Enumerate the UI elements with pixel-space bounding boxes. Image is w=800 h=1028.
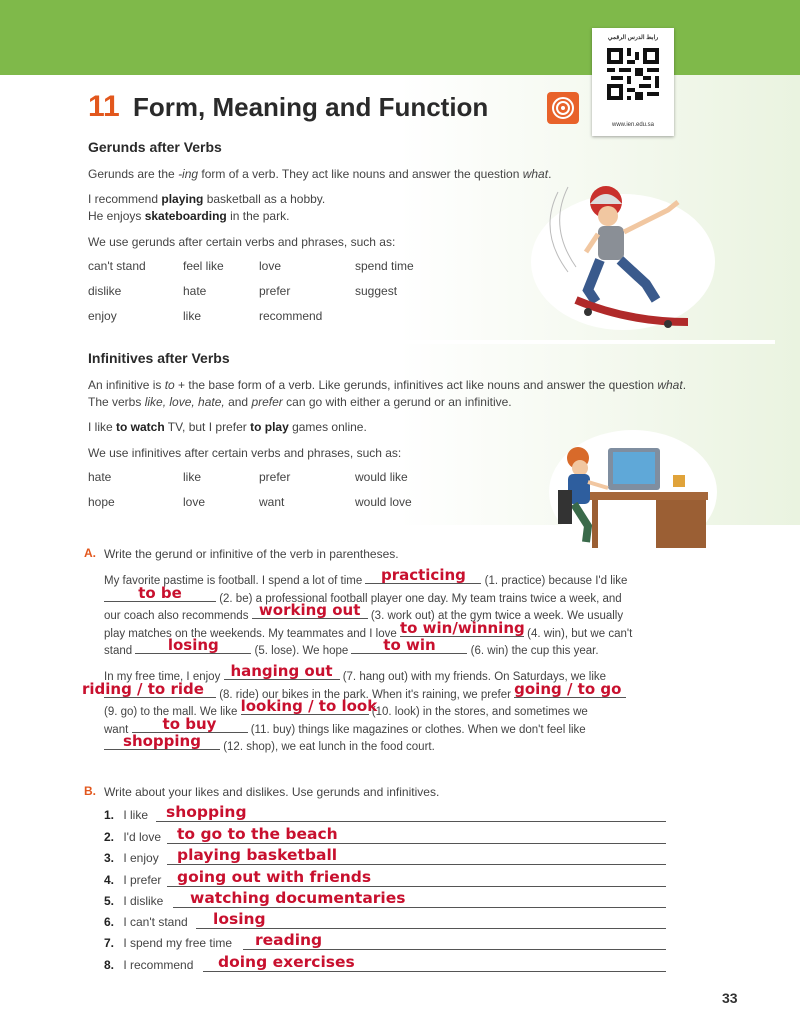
answer-blank-1[interactable] bbox=[365, 566, 481, 584]
answer-line[interactable] bbox=[167, 886, 666, 887]
infinitives-use: We use infinitives after certain verbs and phrases, such as: bbox=[88, 446, 402, 460]
lesson-title: Form, Meaning and Function bbox=[133, 92, 489, 122]
exercise-a-line: our coach also recommends working out (3. work out) at the gym twice a week. We usually bbox=[104, 601, 624, 622]
answer-b-6: losing bbox=[213, 910, 266, 928]
answer-blank-10[interactable] bbox=[240, 697, 378, 715]
exercise-b-item: 3. I enjoy bbox=[104, 851, 159, 865]
answer-blank-12[interactable] bbox=[104, 732, 220, 750]
answer-line[interactable] bbox=[173, 907, 666, 908]
answer-b-7: reading bbox=[255, 931, 323, 949]
exercise-b-instruction: Write about your likes and dislikes. Use gerunds and infinitives. bbox=[104, 785, 440, 799]
exercise-a-instruction: Write the gerund or infinitive of the verb in parentheses. bbox=[104, 547, 399, 561]
exercise-a-line: play matches on the weekends. My teammates and I love to win/winning (4. win), but we can't bbox=[104, 619, 633, 640]
answer-3: working out bbox=[258, 601, 361, 619]
qr-code-icon bbox=[607, 48, 659, 100]
qr-url[interactable]: www.ien.edu.sa bbox=[611, 122, 655, 128]
audio-icon[interactable] bbox=[547, 92, 579, 124]
answer-b-1: shopping bbox=[166, 803, 247, 821]
answer-11: to buy bbox=[162, 715, 217, 733]
gerund-verb: dislike bbox=[88, 284, 122, 298]
answer-blank-7[interactable] bbox=[224, 662, 340, 680]
gerund-verb: enjoy bbox=[88, 309, 117, 323]
exercise-b-letter: B. bbox=[84, 784, 96, 798]
exercise-b-item: 8. I recommend bbox=[104, 958, 194, 972]
answer-blank-6[interactable] bbox=[351, 636, 467, 654]
infinitive-verb: hope bbox=[88, 495, 115, 509]
gerund-verb: prefer bbox=[259, 284, 291, 298]
exercise-b-item: 4. I prefer bbox=[104, 873, 162, 887]
exercise-a-line: (9. go) to the mall. We like looking / to look (10. look) in the stores, and sometimes we bbox=[104, 697, 588, 718]
infinitives-heading: Infinitives after Verbs bbox=[88, 350, 230, 366]
answer-line[interactable] bbox=[243, 949, 666, 950]
answer-blank-5[interactable] bbox=[135, 636, 251, 654]
gerund-verb: like bbox=[183, 309, 202, 323]
infinitive-verb: like bbox=[183, 470, 202, 484]
gerund-verb: suggest bbox=[355, 284, 398, 298]
answer-10: looking / to look bbox=[240, 697, 378, 715]
infinitives-intro: An infinitive is to + the base form of a verb. Like gerunds, infinitives act like nouns and answer the question what. bbox=[88, 378, 687, 392]
header-band bbox=[0, 0, 800, 75]
exercise-a-letter: A. bbox=[84, 546, 96, 560]
answer-b-2: to go to the beach bbox=[177, 825, 338, 843]
infinitives-intro-2: The verbs like, love, hate, and prefer can go with either a gerund or an infinitive. bbox=[88, 395, 512, 409]
answer-line[interactable] bbox=[167, 864, 666, 865]
exercise-a-line: riding / to ride (8. ride) our bikes in the park. When it's raining, we prefer going / to go bbox=[104, 685, 626, 705]
infinitive-verb: love bbox=[183, 495, 206, 509]
answer-12: shopping bbox=[123, 732, 201, 750]
answer-line[interactable] bbox=[196, 928, 666, 929]
answer-7: hanging out bbox=[230, 662, 333, 680]
infinitives-example: I like to watch TV, but I prefer to play games online. bbox=[88, 420, 367, 434]
gerund-verb: feel like bbox=[183, 259, 224, 273]
answer-blank-8[interactable] bbox=[82, 680, 216, 698]
answer-5: losing bbox=[167, 636, 219, 654]
exercise-a-line: want to buy (11. buy) things like magazines or clothes. When we don't feel like bbox=[104, 715, 586, 736]
answer-b-8: doing exercises bbox=[218, 953, 355, 971]
exercise-a-line: shopping (12. shop), we eat lunch in the food court. bbox=[104, 737, 435, 757]
exercise-a-line: stand losing (5. lose). We hope to win (6. win) the cup this year. bbox=[104, 636, 599, 657]
answer-b-3: playing basketball bbox=[177, 846, 338, 864]
gerunds-heading: Gerunds after Verbs bbox=[88, 139, 222, 155]
gerund-verb: love bbox=[259, 259, 282, 273]
exercise-b-item: 7. I spend my free time bbox=[104, 936, 233, 950]
lesson-number: 11 bbox=[88, 90, 120, 123]
answer-8: riding / to ride bbox=[82, 680, 204, 698]
gerund-verb: recommend bbox=[259, 309, 323, 323]
infinitive-verb: would love bbox=[355, 495, 412, 509]
exercise-a-line: My favorite pastime is football. I spend a lot of time practicing (1. practice) because I'd like bbox=[104, 566, 628, 587]
computer-user-illustration bbox=[548, 430, 718, 555]
exercise-a-line: In my free time, I enjoy hanging out (7. hang out) with my friends. On Saturdays, we like bbox=[104, 662, 607, 683]
answer-b-5: watching documentaries bbox=[190, 889, 406, 907]
gerunds-example-1: I recommend playing basketball as a hobby. bbox=[88, 192, 326, 206]
gerund-verb: can't stand bbox=[88, 259, 146, 273]
exercise-b-item: 5. I dislike bbox=[104, 894, 164, 908]
gerunds-example-2: He enjoys skateboarding in the park. bbox=[88, 209, 290, 223]
answer-line[interactable] bbox=[156, 821, 666, 822]
gerunds-use: We use gerunds after certain verbs and phrases, such as: bbox=[88, 235, 396, 249]
answer-1: practicing bbox=[380, 566, 466, 584]
exercise-b-item: 2. I'd love bbox=[104, 830, 161, 844]
answer-9: going / to go bbox=[514, 680, 622, 698]
answer-blank-3[interactable] bbox=[252, 601, 368, 619]
exercise-b-item: 1. I like bbox=[104, 808, 149, 822]
infinitive-verb: hate bbox=[88, 470, 112, 484]
panel-divider bbox=[0, 340, 775, 344]
qr-code-box[interactable] bbox=[592, 28, 674, 136]
answer-6: to win bbox=[383, 636, 436, 654]
qr-caption: رابط الدرس الرقمي bbox=[607, 35, 659, 41]
answer-line[interactable] bbox=[203, 971, 666, 972]
exercise-a-line: to be (2. be) a professional football player one day. My team trains twice a week, and bbox=[104, 589, 622, 609]
answer-blank-2[interactable] bbox=[104, 584, 216, 602]
infinitive-verb: would like bbox=[355, 470, 408, 484]
infinitive-verb: prefer bbox=[259, 470, 291, 484]
infinitive-verb: want bbox=[259, 495, 285, 509]
answer-b-4: going out with friends bbox=[177, 868, 372, 886]
skateboarder-illustration bbox=[528, 172, 718, 332]
gerund-verb: hate bbox=[183, 284, 207, 298]
exercise-b-item: 6. I can't stand bbox=[104, 915, 188, 929]
answer-line[interactable] bbox=[167, 843, 666, 844]
answer-2: to be bbox=[138, 584, 182, 602]
gerunds-intro: Gerunds are the -ing form of a verb. They act like nouns and answer the question what. bbox=[88, 167, 552, 181]
answer-4: to win/winning bbox=[399, 619, 525, 637]
page-number: 33 bbox=[722, 990, 738, 1006]
gerund-verb: spend time bbox=[355, 259, 414, 273]
answer-blank-9[interactable] bbox=[514, 680, 626, 698]
